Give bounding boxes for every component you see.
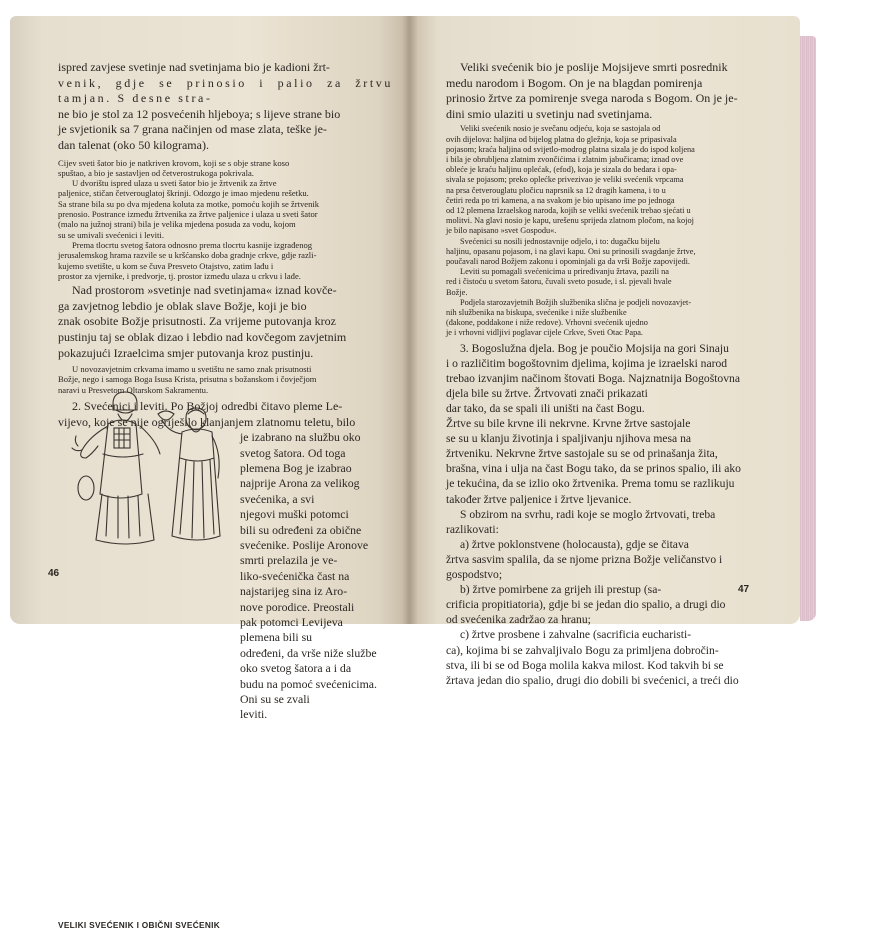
text-line: b) žrtve pomirbene za grijeh ili prestup (sa- (460, 583, 662, 597)
note-line: jerusalemskog hrama razvile se u kršćansko doba gradnje crkve, gdje razli- (58, 250, 317, 261)
note-line: i bila je obrubljena zlatnim zvončićima i zlatnim jabučicama; iznad ove (446, 154, 684, 164)
note-line: Leviti su pomagali svećenicima u priređivanju žrtava, pazili na (460, 267, 669, 277)
text-line: gospodstvo; (446, 568, 503, 582)
section-heading-line: 3. Bogoslužna djela. Bog je poučio Mojsija na gori Sinaju (460, 341, 729, 355)
note-line: na prsa četverouglatu pločicu naprsnik sa 12 dragih kamena, i to u (446, 185, 666, 195)
left-column-text (240, 430, 393, 723)
priests-illustration (58, 384, 238, 930)
note-line: Veliki svećenik nosio je svečanu odjeću, koja se sastojala od (460, 124, 661, 134)
text-line: smrti prelazila je ve- (240, 553, 338, 568)
right-main-top (446, 60, 781, 122)
text-line: djela bile su žrtve. Žrtvovati znači prikazati (446, 386, 648, 400)
note-line: nih službenika na biskupa, svećenike i niže službenike (446, 308, 627, 318)
note-line: Cijev sveti šator bio je natkriven krovom, koji se s obje strane koso (58, 157, 290, 168)
note-line: je i vrhovni vidljivi poglavar cijele Crkve, Sveti Otac Papa. (446, 328, 644, 338)
left-main-mid (58, 283, 393, 361)
text-line: žrtava jedan dio spalio, drugi dio dobili bi svećenici, a treći dio (446, 673, 739, 687)
note-line: pojasom; kraća haljina od svijetlo-modrog platna sizala je do ispod koljena (446, 144, 695, 154)
text-line: svećenike. Poslije Aronove (240, 538, 369, 553)
note-line: U dvorištu ispred ulaza u sveti šator bio je žrtvenik za žrtve (72, 178, 277, 189)
note-line: (malo na južnoj strani) bila je velika mjedena posuda za vodu, kojom (58, 219, 296, 230)
left-main-top (58, 60, 393, 154)
text-line: od svećenika zadržao za hranu; (446, 613, 591, 627)
text-line: ne bio je stol za 12 posvećenih hljeboya; s lijeve strane bio (58, 106, 341, 121)
text-line: pokazujući Izraelcima smjer putovanja kroz pustinju. (58, 345, 314, 360)
note-line: sivala se pojasom; preko oplećke privezivao je veliki svećenik vrpcama (446, 175, 684, 185)
text-line: ispred zavjese svetinje nad svetinjama bio je kadioni žrt- (58, 60, 330, 74)
text-line: razlikovati: (446, 522, 499, 536)
text-line: stva, ili bi se od Boga molila kakva milost. Kod takvih bi se (446, 658, 724, 672)
note-line: spuštao, a bio je sastavljen od četverostrukoga pokrivala. (58, 167, 254, 178)
text-line: prinosio žrtve za pomirenje svega naroda s Bogom. On je je- (446, 91, 738, 106)
text-line: je tekućina, da se izlio oko žrtvenika. Prema tomu se razlikuju (446, 477, 735, 491)
text-line: plemena Bog je izabrao (240, 460, 352, 475)
note-line: haljinu, opasanu pojasom, i na glavi kapu. Oni su prinosili svagdanje žrtve, (446, 246, 696, 256)
text-line: dar tako, da se spali ili uništi na čast Bogu. (446, 402, 645, 416)
text-line: Oni su se zvali (240, 692, 310, 707)
text-line: brašna, vina i ulja na čast Bogu tako, da se prinos spalio, ili ako (446, 462, 741, 476)
note-line: od 12 plemena Izraelskog naroda, kojih se veliki svećenik trebao sjećati u (446, 206, 691, 215)
page-edges (800, 36, 816, 621)
page-number-right: 47 (738, 584, 750, 595)
note-line: paljenice, stičan četverouglatoj škrinji. Odozgo je imao mjedenu rešetku. (58, 188, 309, 199)
text-line: je svjetionik sa 7 grana načinjen od mase zlata, teške je- (58, 122, 327, 137)
note-line: red i čistoću u svetom šatoru, čuvali sveto posude, i sl. pjevali hvale (446, 277, 672, 287)
text-line: također žrtve paljenice i žrtve ljevanice. (446, 492, 632, 506)
figure-caption: VELIKI SVEĆENIK I OBIČNI SVEĆENIK (58, 920, 221, 930)
text-line: budu na pomoć svećenicima. (240, 676, 377, 691)
note-line: prostor za vjernike, i predvorje, tj. prostor između ulaza u crkvu i lađe. (58, 270, 301, 281)
note-line: kujemo svetište, u kom se čuva Presveto Otajstvo, zatim lađu i (58, 260, 274, 271)
text-line: dini smio ulaziti u svetinju nad svetinjama. (446, 106, 653, 121)
text-line: pak potomci Levijeva (240, 615, 343, 630)
right-section-3 (446, 341, 781, 688)
text-line: liko-svećenička čast na (240, 568, 350, 583)
text-line: crificia propitiatoria), gdje bi se jedan dio spalio, a drugi dio (446, 598, 726, 612)
note-line: naravi u Presvetom Oltarskom Sakramentu. (58, 384, 209, 395)
note-line: Prema tlocrtu svetog šatora odnosno prema tlocrtu kasnije izgrađenog (72, 239, 313, 250)
text-line: žrtveniku. Nekrvne žrtve sastojale su se od prinašanja žita, (446, 447, 718, 461)
note-line: U novozavjetnim crkvama imamo u svetištu ne samo znak prisutnosti (72, 364, 312, 375)
text-line: vijevo, koje se nije ogriješilo klanjanjem zlatnomu teletu, bilo (58, 414, 356, 429)
text-line: Žrtve su bile krvne ili nekrvne. Krvne žrtve sastojale (446, 417, 691, 431)
text-line: ga zavjetnog lebdio je oblak slave Božje, koji je bio (58, 298, 307, 313)
left-note-1 (58, 158, 393, 282)
text-line: leviti. (240, 707, 268, 722)
text-line: bili su određeni za obične (240, 522, 362, 537)
text-line: pustinju taj se oblak dizao i lebdio nad kovčegom zavjetnim (58, 329, 347, 344)
text-line: plemena bili su (240, 630, 313, 645)
text-line: znak osobite Božje prisutnosti. Za vrijeme putovanja kroz (58, 314, 336, 329)
text-line: njegovi muški potomci (240, 507, 349, 522)
note-line: obleće je kraću haljinu oplećak, (efod), koja je sizala do bedara i opa- (446, 165, 677, 175)
text-line: a) žrtve poklonstvene (holocausta), gdje se čitava (460, 537, 689, 551)
text-line: najstarijeg sina iz Aro- (240, 584, 348, 599)
note-line: (đakone, poddakone i niže redove). Vrhovni svećenik ujedno (446, 318, 648, 328)
note-line: Podjela starozavjetnih Božjih službenika slična je podjeli novozavjet- (460, 297, 692, 307)
page-number-left: 46 (48, 568, 60, 579)
open-book (10, 16, 816, 930)
right-page-text (446, 60, 781, 688)
note-line: Sa strane bila su po dva mjedena koluta za motke, pomoću kojih se žrtvenik (58, 198, 320, 209)
right-page (410, 16, 800, 687)
note-line: je bilo napisano »svet Gospodu«. (446, 226, 557, 236)
note-line: ovih dijelova: haljina od bijelog platna do gležnja, koja se pripasivala (446, 134, 677, 144)
text-line: ca), kojima bi se zahvaljivalo Bogu za primljena dobročin- (446, 643, 719, 657)
book-gutter (402, 16, 418, 624)
note-line: četiri reda po tri kamena, a na svakom je bio upisano ime po jednoga (446, 195, 675, 205)
priests-drawing (58, 384, 238, 554)
text-line: i o različitim bogoštovnim djelima, kojima je izraelski narod (446, 356, 728, 370)
text-line: svećenika, a svi (240, 491, 315, 506)
text-line: je izabrano na službu oko (240, 430, 361, 445)
text-line: c) žrtve prosbene i zahvalne (sacrificia eucharisti- (460, 628, 692, 642)
left-page (10, 16, 410, 930)
text-line: određeni, da vrše niže službe (240, 645, 377, 660)
note-line: prenosio. Postrance između žrtvenika za žrtve paljenice i ulaza u sveti šator (58, 209, 318, 220)
note-line: poučavali narod Božjem zakonu i opominjali ga da vrši Božje zapovijedi. (446, 257, 690, 267)
text-line: S obzirom na svrhu, radi koje se moglo žrtvovati, treba (460, 507, 716, 521)
text-line: Nad prostorom »svetinje nad svetinjama« iznad kovče- (72, 283, 337, 298)
text-line: medu narodom i Bogom. On je na blagdan pomirenja (446, 75, 703, 90)
text-line: najprije Arona za velikog (240, 476, 360, 491)
note-line: molitvi. Na glavi nosio je kapu, urešenu sprijeda zlatnom pločom, na kojoj (446, 216, 694, 226)
text-line: se su u klanju životinja i spaljivanju njihova mesa na (446, 432, 692, 446)
right-note-1 (446, 124, 781, 338)
text-line: oko svetog šatora a i da (240, 661, 352, 676)
note-line: su se umivali svećenici i leviti. (58, 229, 164, 240)
text-line: svetog šatora. Od toga (240, 445, 346, 460)
text-line: dan talenat (oko 50 kilograma). (58, 137, 209, 152)
text-line: Veliki svećenik bio je poslije Mojsijeve smrti posrednik (460, 60, 728, 74)
section-heading-line: 2. Svećenici i leviti. Po Božjoj odredbi čitavo pleme Le- (72, 398, 343, 413)
note-line: Božje. (446, 287, 468, 297)
note-line: Svećenici su nosili jednostavnije odjelo, i to: dugačku bijelu (460, 236, 660, 246)
text-line: venik, gdje se prinosio i palio za žrtvu tamjan. S desne stra- (58, 75, 393, 106)
text-line: žrtva sasvim spalila, da se njome prizna Božje veličanstvo i (446, 552, 723, 566)
note-line: Božje, nego i samoga Boga Isusa Krista, prisutna s božanskom i čovječjom (58, 374, 317, 385)
text-line: trebao izvanjim načinom štovati Boga. Najznatnija Bogoštovna (446, 371, 740, 385)
text-line: nove porodice. Preostali (240, 599, 355, 614)
